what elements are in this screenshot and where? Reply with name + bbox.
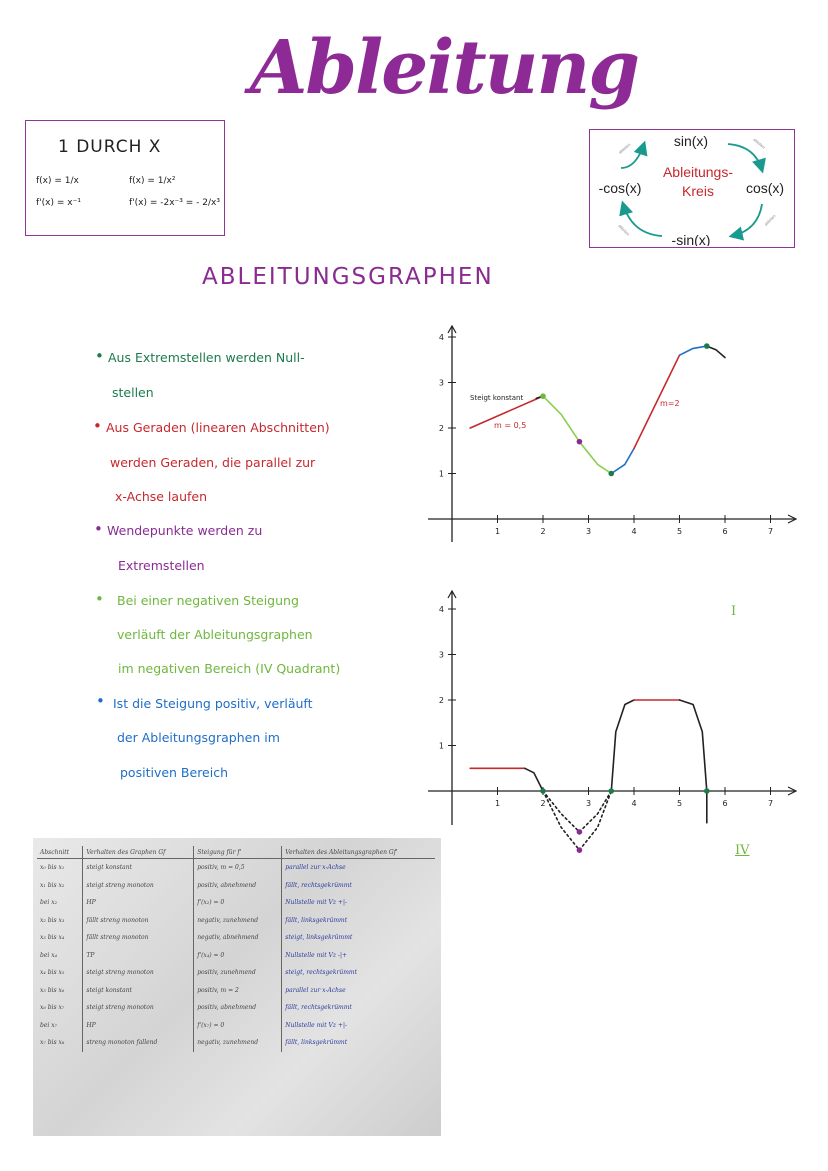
table-header: Steigung für f' [194,846,282,859]
series-line-after-max [707,346,725,357]
x-tick-label: 4 [631,527,637,536]
kreis-center-line1: Ableitungs- [662,164,734,180]
table-row [37,982,435,1000]
series-line-rise [611,700,634,791]
data-point [608,788,614,794]
data-point [608,471,614,477]
y-tick-label: 2 [438,424,444,433]
bullet-4: • [95,590,104,608]
kreis-bottom-label: -sin(x) [671,232,711,246]
table-cell: fällt, linksgekrümmt [285,1039,348,1047]
quadrant-label-IV: IV [735,843,750,858]
data-point [704,343,710,349]
table-cell: steigt streng monoton [83,877,194,895]
table-cell: streng monoton fallend [83,1034,194,1052]
table-cell: x₄ bis x₅ [37,964,83,982]
note-1-line-2: stellen [112,385,154,400]
table-cell: parallel zur x-Achse [285,864,346,872]
data-point [540,393,546,399]
table-cell: Nullstelle mit Vz -|+ [285,951,347,959]
table-row [37,1034,435,1052]
y-tick-label: 1 [438,469,444,479]
x-tick-label: 1 [494,527,501,536]
table-cell: x₂ bis x₃ [37,912,83,930]
rule-box-1-durch-x [25,120,225,236]
x-tick-label: 5 [676,799,683,808]
note-5-line-2: der Ableitungsgraphen im [117,730,280,745]
page-title: Ableitung [250,25,638,111]
data-point [577,847,583,853]
series-line-rising-curve [611,449,634,474]
formula-f1-derivative: f'(x) = x⁻¹ [36,198,81,208]
table-photo [33,838,441,1136]
series-line-top-curve [680,346,707,355]
table-cell: x₀ bis x₁ [37,859,83,877]
table-cell: fällt, rechtsgekrümmt [285,1004,352,1012]
quadrant-label-I: I [731,604,737,619]
table-cell: f'(x₇) = 0 [194,1017,282,1035]
y-tick-label: 1 [438,741,444,751]
x-tick-label: 6 [722,527,728,536]
table-header: Verhalten des Ableitungsgraphen Gf' [282,846,435,859]
note-2-line-3: x-Achse laufen [115,489,208,504]
table-cell: steigt konstant [83,859,194,877]
ableitungs-kreis-diagram [590,130,793,246]
table-cell: fällt, linksgekrümmt [285,916,348,924]
table-cell: positiv, zunehmend [194,964,282,982]
table-cell: steigt konstant [83,982,194,1000]
data-point [577,439,583,445]
kreis-right-label: cos(x) [745,180,785,196]
series-line-fall [680,700,707,823]
table-cell: HP [83,1017,194,1035]
annotation-m-2: m=2 [660,399,680,408]
x-tick-label: 3 [585,799,592,808]
x-tick-label: 2 [540,527,546,536]
x-tick-label: 7 [767,799,774,808]
table-cell: x₇ bis x₈ [37,1034,83,1052]
bullet-1: • [95,347,104,365]
ableiten-label: ableiten [617,141,632,155]
table-cell: positiv, m = 0,5 [194,859,282,877]
graph-derivative-function [410,585,802,870]
table-cell: Nullstelle mit Vz +|- [285,1021,347,1029]
table-cell: bei x₂ [37,894,83,912]
table-cell: x₅ bis x₆ [37,982,83,1000]
table-cell: Nullstelle mit Vz +|- [285,899,347,907]
note-5-line-3: positiven Bereich [120,765,229,780]
table-cell: fällt streng monoton [83,912,194,930]
table-cell: x₁ bis x₂ [37,877,83,895]
annotation-m-0-5: m = 0,5 [494,421,527,430]
table-cell: steigt streng monoton [83,999,194,1017]
table-row [37,947,435,965]
table-cell: negativ, abnehmend [194,929,282,947]
note-2-line-1: Aus Geraden (linearen Abschnitten) [106,420,330,435]
annotation-steigt-konstant: Steigt konstant [470,394,524,402]
formula-f1: f(x) = 1/x [36,176,79,186]
table-cell: positiv, m = 2 [194,982,282,1000]
x-tick-label: 1 [494,799,501,808]
table-row [37,964,435,982]
note-1-line-1: Aus Extremstellen werden Null- [108,350,305,365]
y-tick-label: 3 [438,378,444,388]
y-tick-label: 2 [438,696,444,705]
x-tick-label: 7 [767,527,774,536]
table-cell: fällt streng monoton [83,929,194,947]
ableitungs-kreis-box [589,129,795,248]
formula-f2: f(x) = 1/x² [129,176,176,186]
x-tick-label: 5 [676,527,683,536]
graph-original-function [410,320,802,550]
rule-box-heading: 1 DURCH X [58,137,162,157]
bullet-2: • [93,417,102,435]
table-cell: negativ, zunehmend [194,912,282,930]
table-header-row [37,846,435,859]
x-tick-label: 4 [631,799,637,808]
table-header: Abschnitt [37,846,83,859]
note-4-line-3: im negativen Bereich (IV Quadrant) [118,661,341,676]
table-header: Verhalten des Graphen Gf [83,846,194,859]
series-line-neg-dip [543,791,611,850]
table-cell: steigt streng monoton [83,964,194,982]
table-cell: HP [83,894,194,912]
table-cell: bei x₄ [37,947,83,965]
formula-f2-derivative: f'(x) = -2x⁻³ = - 2/x³ [129,198,220,208]
bullet-5: • [96,692,105,710]
y-tick-label: 4 [438,333,444,342]
series-line-drop [525,768,543,791]
kreis-left-label: -cos(x) [598,180,642,196]
note-4-line-1: Bei einer negativen Steigung [117,593,299,608]
table-cell: positiv, abnehmend [194,877,282,895]
table-row [37,877,435,895]
table-row [37,859,435,877]
table-cell: steigt, linksgekrümmt [285,934,353,942]
table-cell: positiv, abnehmend [194,999,282,1017]
y-tick-label: 3 [438,650,444,660]
data-point [540,788,546,794]
table-cell: f'(x₂) = 0 [194,894,282,912]
series-line-falling [543,396,611,473]
arrow-top-to-right [728,144,762,170]
kreis-center-line2: Kreis [682,183,714,199]
table-cell: x₆ bis x₇ [37,999,83,1017]
ableiten-label: ableiten [617,223,631,237]
y-tick-label: 4 [438,605,444,614]
ableiten-label: ableiten [752,136,767,150]
bullet-3: • [94,520,103,538]
derivative-table [37,846,435,1052]
table-cell: parallel zur x-Achse [285,986,346,994]
arrow-right-to-bottom [732,204,762,236]
table-cell: bei x₇ [37,1017,83,1035]
table-cell: x₃ bis x₄ [37,929,83,947]
table-row [37,1017,435,1035]
note-3-line-2: Extremstellen [118,558,205,573]
table-cell: TP [83,947,194,965]
section-heading: ABLEITUNGSGRAPHEN [202,264,494,290]
table-cell: steigt, rechtsgekrümmt [285,969,358,977]
x-tick-label: 6 [722,799,728,808]
x-tick-label: 3 [585,527,592,536]
note-3-line-1: Wendepunkte werden zu [107,523,263,538]
note-5-line-1: Ist die Steigung positiv, verläuft [113,696,313,711]
kreis-top-label: sin(x) [673,133,709,149]
table-cell: f'(x₄) = 0 [194,947,282,965]
series-line-neg-dip-2 [543,791,611,832]
data-point [704,788,710,794]
table-row [37,912,435,930]
table-cell: fällt, rechtsgekrümmt [285,881,352,889]
table-row [37,929,435,947]
note-4-line-2: verläuft der Ableitungsgraphen [117,627,313,642]
data-point [577,829,583,835]
ableiten-label: ableiten [763,213,777,227]
note-2-line-2: werden Geraden, die parallel zur [110,455,316,470]
table-cell: negativ, zunehmend [194,1034,282,1052]
table-row [37,894,435,912]
table-row [37,999,435,1017]
x-tick-label: 2 [540,799,546,808]
